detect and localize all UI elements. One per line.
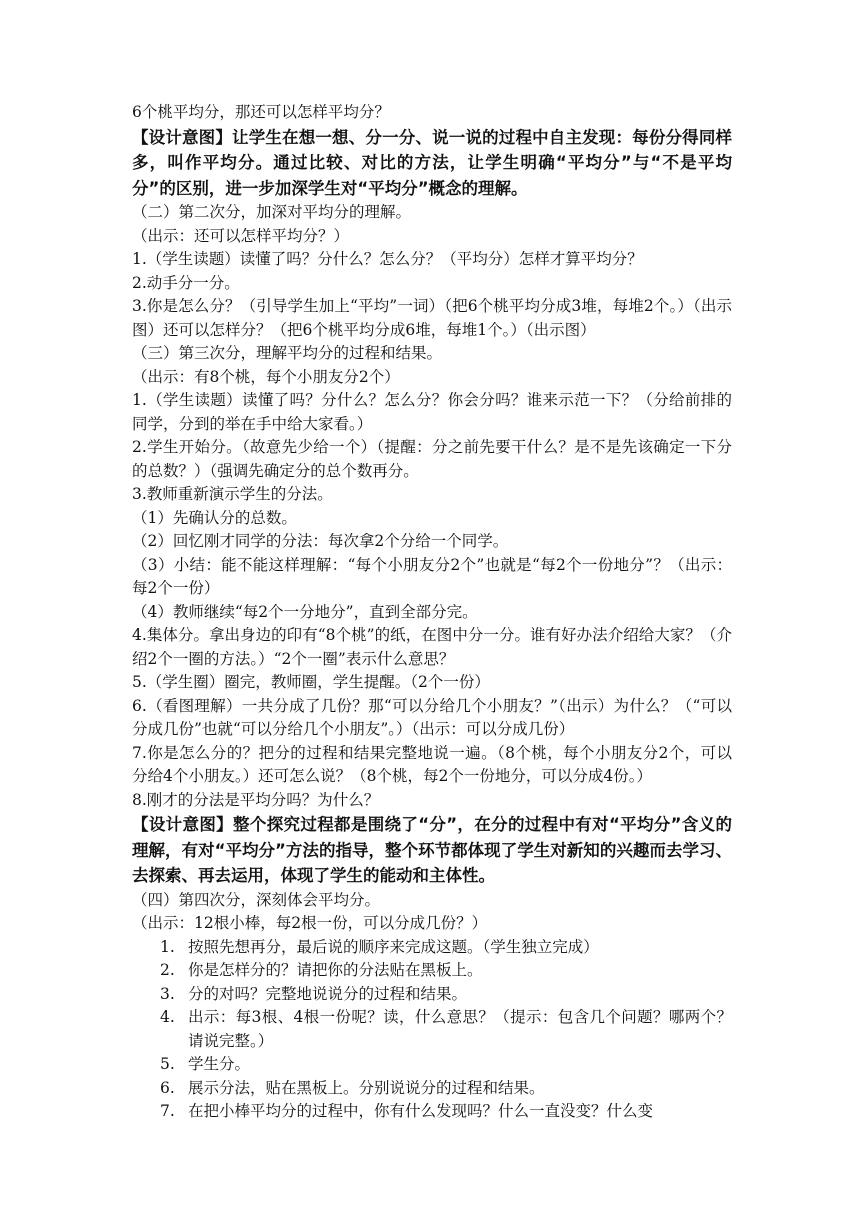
design-intent-text: 整个探究过程都是围绕了“分”，在分的过程中有对“平均分”含义的理解，有对“平均分”方法的指导，整个环节都体现了学生对新知的兴趣而去学习、去探索、再去运用，体现了学生的能动和主体性。 (132, 815, 732, 885)
paragraph: 1.（学生读题）读懂了吗？分什么？怎么分？你会分吗？谁来示范一下？（分给前排的同学，分到的举在手中给大家看。） (132, 391, 732, 433)
list-item (132, 959, 732, 983)
list-text: 出示：每3根、4根一份呢？读，什么意思？（提示：包含几个问题？哪两个？请说完整。） (188, 1008, 732, 1050)
list-text: 按照先想再分，最后说的顺序来完成这题。（学生独立完成） (188, 937, 599, 956)
list-item (132, 1006, 732, 1053)
paragraph: 7.你是怎么分的？把分的过程和结果完整地说一遍。（8个桃，每个小朋友分2个，可以分给4个小朋友。）还可怎么说？（8个桃，每2个一份地分，可以分成4份。） (132, 743, 732, 785)
design-intent-1 (132, 125, 732, 202)
paragraph: （1）先确认分的总数。 (132, 508, 297, 527)
paragraph: （3）小结：能不能这样理解：“每个小朋友分2个”也就是“每2个一份地分”？（出示：每2个一份） (132, 555, 732, 597)
paragraph: 6个桃平均分，那还可以怎样平均分？ (132, 103, 390, 121)
list-item (132, 983, 732, 1007)
paragraph: 2.动手分一分。 (132, 273, 240, 292)
list-text: 你是怎样分的？请把你的分法贴在黑板上。 (188, 961, 483, 979)
numbered-list (132, 936, 732, 1124)
section-heading-2: （二）第二次分，加深对平均分的理解。 (132, 203, 412, 221)
section-heading-3: （三）第三次分，理解平均分的过程和结果。 (132, 344, 443, 362)
paragraph: 3.你是怎么分？（引导学生加上“平均”一词）（把6个桃平均分成3堆，每堆2个。）（出示图）还可以怎样分？（把6个桃平均分成6堆，每堆1个。）（出示图） (132, 297, 732, 339)
design-intent-text: 让学生在想一想、分一分、说一说的过程中自主发现：每份分得同样多，叫作平均分。通过比较、对比的方法，让学生明确“平均分”与“不是平均分”的区别，进一步加深学生对“平均分”概念的理解。 (132, 127, 733, 198)
paragraph: （出示：有8个桃，每个小朋友分2个） (132, 367, 400, 386)
paragraph: （4）教师继续“每2个一分地分”，直到全部分完。 (132, 602, 478, 621)
list-item (132, 1100, 732, 1124)
design-intent-label: 【设计意图】 (132, 127, 233, 147)
paragraph: 1.（学生读题）读懂了吗？分什么？怎么分？（平均分）怎样才算平均分？ (132, 250, 643, 268)
paragraph: 6.（看图理解）一共分成了几份？那“可以分给几个小朋友？”（出示）为什么？（“可以分成几份”也就“可以分给几个小朋友”。）（出示：可以分成几份） (132, 696, 732, 738)
list-number: 3. (160, 984, 175, 1003)
list-number: 7. (160, 1102, 175, 1120)
paragraph: 2.学生开始分。（故意先少给一个）（提醒：分之前先要干什么？是不是先该确定一下分的总数？）（强调先确定分的总个数再分。 (132, 438, 732, 480)
paragraph: 5.（学生圈）圈完，教师圈，学生提醒。（2个一份） (132, 673, 490, 691)
paragraph: 8.刚才的分法是平均分吗？为什么？ (132, 790, 380, 809)
paragraph: 4.集体分。拿出身边的印有“8个桃”的纸，在图中分一分。谁有好办法介绍给大家？（介绍2个一圈的方法。）“2个一圈”表示什么意思？ (132, 626, 732, 668)
list-text: 学生分。 (188, 1055, 251, 1073)
paragraph: （出示：还可以怎样平均分？） (132, 226, 350, 245)
list-item (132, 936, 732, 960)
paragraph: 3.教师重新演示学生的分法。 (132, 485, 333, 503)
list-number: 6. (160, 1078, 175, 1097)
list-item (132, 1077, 732, 1101)
list-text: 在把小棒平均分的过程中，你有什么发现吗？什么一直没变？什么变 (188, 1102, 654, 1120)
design-intent-label: 【设计意图】 (132, 815, 234, 834)
list-number: 5. (160, 1055, 175, 1073)
section-heading-4: （四）第四次分，深刻体会平均分。 (132, 890, 381, 909)
paragraph: （出示：12根小棒，每2根一份，可以分成几份？） (132, 914, 488, 932)
list-number: 1. (160, 937, 175, 956)
paragraph: （2）回忆刚才同学的分法：每次拿2个分给一个同学。 (132, 532, 509, 550)
list-number: 2. (160, 961, 175, 979)
design-intent-2 (132, 812, 732, 889)
list-text: 展示分法，贴在黑板上。分别说说分的过程和结果。 (188, 1078, 545, 1097)
list-text: 分的对吗？完整地说说分的过程和结果。 (188, 984, 468, 1003)
list-item (132, 1053, 732, 1077)
list-number: 4. (160, 1008, 175, 1026)
